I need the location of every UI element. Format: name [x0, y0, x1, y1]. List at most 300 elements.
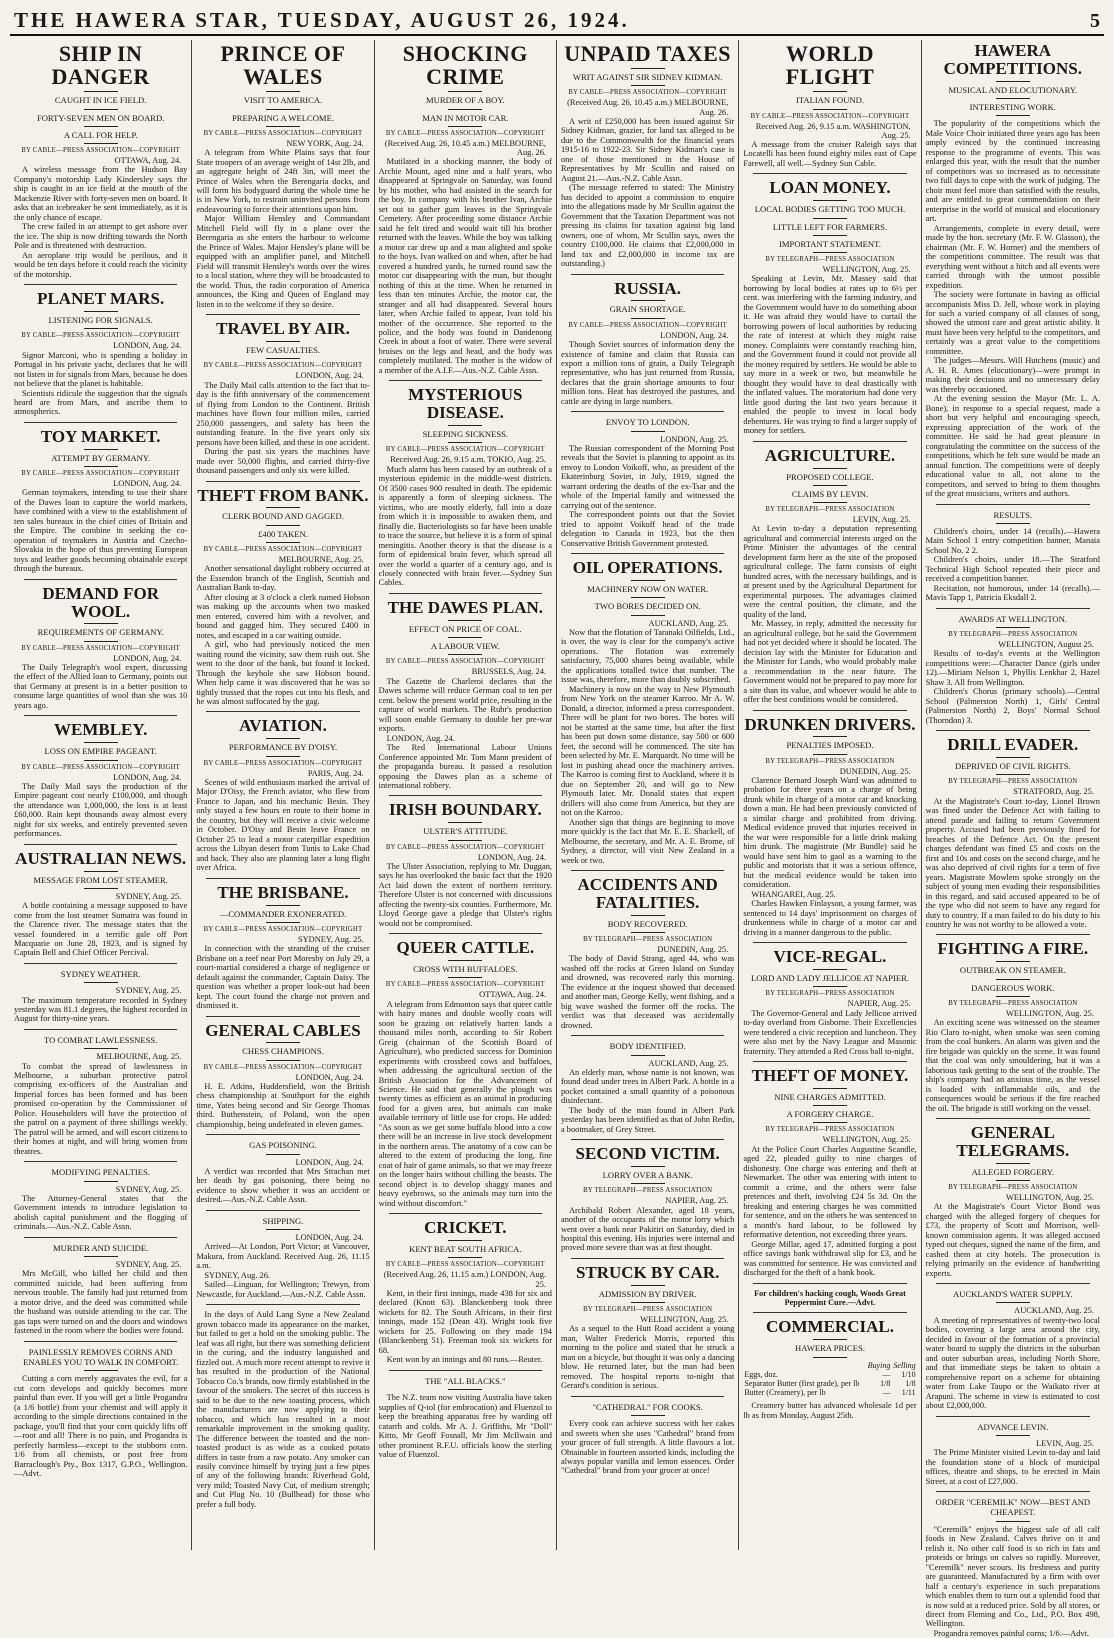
article-paragraph: Signor Marconi, who is spending a holiday in Portugal in his private yacht, declares that he will not listen in for signals from Mars, because he does not believe that the planet is habitable.: [14, 350, 188, 389]
price-row: [743, 1379, 916, 1388]
subheading-rule: [996, 627, 1030, 628]
headline-rule: [631, 1285, 665, 1286]
headline-rule: [996, 1163, 1030, 1164]
price-value: 1/8: [905, 1378, 916, 1388]
subheading-rule: [813, 1122, 847, 1123]
article-headline: HAWERA COMPETITIONS.: [943, 41, 1082, 78]
article-paragraph: Charles Hawken Finlayson, a young farmer, was sentenced to 14 days' imprisonment on charges of drunkenness while in charge of a motor car and driving in a manner dangerous to the public.: [743, 899, 917, 937]
article: [14, 579, 187, 711]
dateline: SYDNEY, Aug. 25.: [115, 891, 182, 901]
article-subheading: KENT BEAT SOUTH AFRICA.: [409, 1244, 522, 1255]
price-value: —: [882, 1388, 891, 1398]
article-subheading: LOCAL BODIES GETTING TOO MUCH.: [754, 204, 906, 215]
dateline: OTTAWA, Aug. 24.: [479, 990, 546, 1000]
subheading-rule: [631, 1055, 665, 1056]
article-headline: PRINCE OF WALES: [220, 41, 346, 90]
dateline: Received Aug. 26, 9.15 a.m. TOKIO, Aug. 25.: [390, 455, 546, 465]
dateline: AUCKLAND, Aug. 25.: [1014, 1306, 1094, 1316]
subheading-rule: [266, 109, 300, 110]
article-paragraph: During the past six years the machines have made over 50,000 flights, and carried thirty-five thousand passengers and only six were killed.: [196, 447, 370, 476]
article: [926, 1416, 1100, 1486]
article-separator: [753, 1283, 906, 1284]
headline-rule: [266, 91, 300, 92]
subheading-rule: [448, 637, 482, 638]
article-separator: [753, 173, 906, 174]
subheading-rule: [84, 328, 118, 329]
subheading-rule: [996, 1435, 1030, 1436]
article-subheading: ENVOY TO LONDON.: [605, 417, 690, 428]
article: [14, 284, 187, 417]
subheading-rule: [813, 1105, 847, 1106]
headline-rule: [448, 1240, 482, 1241]
article-paragraph: The judges—Messrs. Will Hutchens (music) and A. H. R. Ames (elocutionary)—were prompt in making their decisions and no unnecessary delay was thereby occasioned.: [925, 356, 1100, 394]
article-separator: [753, 1061, 906, 1062]
dateline: LEVIN, Aug. 25.: [1036, 1438, 1094, 1448]
article-headline: THE DAWES PLAN.: [387, 597, 544, 617]
press-credit: BY CABLE—PRESS ASSOCIATION—COPYRIGHT: [203, 129, 363, 137]
price-value: 1/8: [880, 1378, 891, 1388]
article-paragraph: Sailed—Linguan, for Wellington; Trewyn, from Newcastle, for Auckland.—Aus.-N.Z. Cable Assn.: [196, 1280, 370, 1299]
article: [379, 1213, 552, 1365]
press-credit: BY TELEGRAPH—PRESS ASSOCIATION: [948, 631, 1078, 639]
press-credit: BY TELEGRAPH—PRESS ASSOCIATION: [948, 999, 1078, 1007]
article-subheading: A CALL FOR HELP.: [63, 129, 138, 140]
subheading-rule: [266, 1154, 300, 1155]
article-separator: [571, 274, 724, 275]
article-paragraph: The Daily Telegraph's wool expert, discussing the effect of the Allied loan to Germany, points out that Germany at present is in a better position to consume large quantities of wool than she was 10 years ago.: [14, 662, 188, 710]
dateline: LONDON, Aug. 25.: [660, 434, 729, 444]
article-subheading: PAINLESSLY REMOVES CORNS AND ENABLES YOU TO WALK IN COMFORT.: [23, 1346, 179, 1368]
article-paragraph: The society were fortunate in having as official accompanists Miss D. Jell, whose work in playing for such a varied company of all classes of song, showed the utmost care and great artistic ability. It must have been very helpful to the competitors, and certainly was a great value to the competitions committee.: [925, 290, 1100, 356]
press-credit: BY TELEGRAPH—PRESS ASSOCIATION: [765, 506, 895, 514]
article-separator: [24, 422, 177, 423]
article-headline: COMMERCIAL.: [765, 1317, 894, 1337]
article-subheading: A FORGERY CHARGE.: [786, 1109, 874, 1120]
article-separator: [389, 1213, 542, 1214]
dateline: NEW YORK, Aug. 24.: [286, 138, 364, 148]
subheading-rule: [813, 485, 847, 486]
article-paragraph: A wireless message from the Hudson Bay Company's motorship Lady Kindersley says the ship is caught in an ice field at the mouth of the Mackenzie River with forty-seven men on board. It asks that an icebreaker be sent immediately, as it is the only chance of escape.: [14, 165, 188, 222]
dateline: WELLINGTON, Aug. 25.: [822, 265, 911, 275]
article-paragraph: Recitation, not humorous, under 14 (recalls).—Mavis Tapp 1, Patricia Eksdall 2.: [925, 583, 1100, 603]
dateline: NAPIER, Aug. 25.: [665, 1196, 729, 1206]
article-subheading: LORRY OVER A BANK.: [602, 1169, 693, 1180]
article-paragraph: A meeting of representatives of twenty-two local bodies, covering a large area around the city, decided in favour of the formation of a provincial water board to supply the districts in the suburban and outer suburban areas, including North Shore, and that immediate steps be taken to obtain a comprehensive report on a scheme for obtaining water from Lake Taupo or the Waikato river at Arapuni. The scheme in view is estimated to cost about £2,000,000.: [925, 1315, 1100, 1411]
article: [743, 1283, 916, 1308]
subheading-rule: [996, 523, 1030, 524]
article-subheading: FORTY-SEVEN MEN ON BOARD.: [36, 112, 165, 123]
article: [196, 711, 369, 872]
article-headline: THE BRISBANE.: [217, 882, 349, 902]
headline-rule: [84, 449, 118, 450]
article-subheading: NINE CHARGES ADMITTED.: [774, 1091, 886, 1102]
dateline: (Received Aug. 26, 11.15 a.m.) LONDON, Aug. 25.: [383, 1270, 546, 1289]
subheading-rule: [448, 126, 482, 127]
article-subheading: MODIFYING PENALTIES.: [51, 1167, 150, 1178]
article-separator: [936, 934, 1090, 935]
article-separator: [936, 1416, 1090, 1417]
article-paragraph: In the days of Auld Lang Syne a New Zealand grown tobacco made its appearance on the market, but failed to get a hold on the smoking public. The leaf was all right, but there was something deficient in the curing, and the industry languished and fizzled out. A much more recent attempt to revive it has resulted in the production of the National Tobacco Co.'s brands, now firmly established in the favour of the smokers. The secret of this success is said to be due to the new toasting process, which the manufacturers are now applying to their tobacco, and which has resulted in a most remarkable improvement in the smoking quality. The difference between the toasted and the non-toasted product is as wide as a cooked potato differs in taste from a raw potato. Any smoker can easily convince himself by trying just a few pipes of any of the following brands: Riverhead Gold, very mild; Toasted Navy Cut, of medium strength; and Cut Plug No. 10 (Bullhead) for those who prefer a full body.: [196, 1310, 370, 1509]
article-headline: AGRICULTURE.: [764, 445, 896, 465]
article: [14, 422, 187, 574]
headline-rule: [631, 300, 665, 301]
article-subheading: MURDER OF A BOY.: [426, 95, 505, 106]
article-paragraph: The Prime Minister visited Levin to-day and laid the foundation stone of a block of municipal offices, theatre and shops, to be erected in Main Street, at a cost of £27,000.: [925, 1448, 1100, 1486]
article-paragraph: The Daily Mail calls attention to the fact that to-day is the fifth anniversary of the commencement of flying from London to the Continent. British machines have flown four million miles, carried 250,000 passengers, and safety has been the outstanding feature. In the five years only six persons have been killed, and these in one accident.: [196, 380, 370, 447]
dateline: LONDON, Aug. 24.: [295, 1233, 364, 1243]
subheading-rule: [84, 1048, 118, 1049]
article: [14, 1161, 187, 1231]
article-separator: [571, 870, 724, 871]
press-credit: BY CABLE—PRESS ASSOCIATION—COPYRIGHT: [750, 112, 910, 120]
article: [561, 411, 734, 548]
subheading-rule: [813, 986, 847, 987]
article: [379, 380, 552, 588]
article-paragraph: Another sensational daylight robbery occurred at the Essendon branch of the English, Scottish and Australian Bank to-day.: [196, 564, 370, 593]
article: [561, 1035, 734, 1134]
article-paragraph: A telegram from White Plains says that four State troopers of an average weight of 14st 2lb, and an aggregate height of 24ft 3in, will meet the Prince of Wales when the Berengaria docks, and will form his bodyguard during the whole time he is in New York, to restrain uninvited persons from endeavouring to force their attentions upon him.: [196, 148, 370, 214]
article-paragraph: Much alarm has been caused by an outbreak of a mysterious epidemic in the middle-west districts. Of 3500 cases 900 resulted in death. The epidemic is apparently a form of sleeping sickness. The victims, who are mostly elderly, fall into a doze from which it is impossible to awaken them, and finally die. Bacteriologists so far have been unable to trace the source, but believe it is a form of spinal meningitis. Another theory is that the disease is a form of epidemical brain fever, which spread all over the world a quarter of a century ago, and is closely connected with brain fever.—Sydney Sun Cables.: [378, 464, 552, 588]
subheading-rule: [996, 979, 1030, 980]
dateline: LEVIN, Aug. 25.: [852, 515, 911, 525]
article-paragraph: Scientists ridicule the suggestion that the signals heard are from Mars, and ascribe them to atmospherics.: [14, 388, 188, 417]
press-credit: BY TELEGRAPH—PRESS ASSOCIATION: [765, 990, 895, 998]
headline-rule: [813, 736, 847, 737]
dateline: LONDON, Aug. 24.: [295, 1072, 364, 1082]
dateline: WELLINGTON, August 25.: [998, 640, 1094, 650]
price-column-header: Selling: [893, 1360, 916, 1370]
article-subheading: "CATHEDRAL" FOR COOKS.: [592, 1401, 703, 1412]
masthead-title: THE HAWERA STAR, TUESDAY, AUGUST 26, 1924.: [14, 8, 630, 32]
headline-rule: [813, 91, 847, 92]
press-credit: BY TELEGRAPH—PRESS ASSOCIATION: [583, 936, 713, 944]
article-subheading: PERFORMANCE BY D'OISY.: [228, 742, 338, 753]
dateline: WELLINGTON, Aug. 25.: [822, 1135, 911, 1145]
article-subheading: AUCKLAND'S WATER SUPPLY.: [953, 1289, 1073, 1300]
article-separator: [206, 1016, 359, 1017]
subheading-rule: [448, 654, 482, 655]
article-subheading: LISTENING FOR SIGNALS.: [48, 315, 153, 326]
headline-rule: [813, 200, 847, 201]
article-headline: VICE-REGAL.: [773, 947, 887, 967]
article-paragraph: The Daily Mail says the production of the Empire pageant cost nearly £100,000, and though the attendance was 1,000,000, the loss is at least £60,000. Rain kept thousands away almost every night for six weeks, and entirely prevented seven performances.: [14, 781, 188, 839]
article-headline: STRUCK BY CAR.: [575, 1262, 720, 1282]
article-paragraph: An elderly man, whose name is not known, was found dead under trees in Albert Park. A bottle in a pocket contained a small quantity of a poisonous disinfectant.: [560, 1067, 735, 1106]
subheading-rule: [996, 98, 1030, 99]
subheading-rule: [448, 1257, 482, 1258]
price-row: [743, 1370, 916, 1379]
press-credit: BY CABLE—PRESS ASSOCIATION—COPYRIGHT: [385, 658, 545, 666]
article-subheading: LORD AND LADY JELLICOE AT NAPIER.: [750, 973, 909, 984]
price-label-header: [743, 1361, 865, 1370]
page-number: 5: [1090, 10, 1100, 32]
subheading-rule: [996, 774, 1030, 775]
headline-rule: [448, 620, 482, 621]
article-subheading: VISIT TO AMERICA.: [243, 95, 323, 106]
article-paragraph: At the Police Court Charles Augustine Scandle, aged 22, pleaded guilty to nine charges of dishonesty. One charge was entering and theft at Newmarket. The other was entering with intent to commit a crime, and the others were false pretences and theft, involving £24 5s 3d. On the breaking and entering charges he was committed for sentence, and on the others he was sentenced to a month's hard labour, to be followed by reformative detention, not exceeding three years.: [743, 1144, 917, 1240]
dateline: LONDON, Aug. 24.: [113, 341, 182, 351]
subheading-rule: [813, 502, 847, 503]
column-5: [739, 40, 921, 1550]
dateline: PARIS, Aug. 24.: [307, 768, 364, 778]
article-paragraph: At Levin to-day a deputation representing agricultural and commercial interests urged on the Prime Minister the advantages of the central development farm here as the site of the proposed agricultural college. The farm consists of eight hundred acres, with the necessary buildings, and is at present used by the Agricultural Department for experimental purposes. The advantages claimed were the central position, the climate, and the quality of the land.: [743, 524, 917, 619]
article-subheading: CHESS CHAMPIONS.: [242, 1046, 324, 1057]
article-subheading: ADMISSION BY DRIVER.: [598, 1288, 697, 1299]
dateline: AUCKLAND, Aug. 25.: [648, 618, 729, 628]
article-headline: FIGHTING A FIRE.: [937, 939, 1089, 959]
subheading-rule: [84, 109, 118, 110]
article-paragraph: A girl, who had previously noticed the men waiting round the vicinity, saw them rush out. She went to the door of the bank, but found it locked. Through the keyhole she saw Hobson bound. When help came it was discovered that he was so tightly trussed that the ropes cut into his flesh, and he was almost suffocated by the gag.: [196, 640, 370, 706]
article-subheading: RESULTS.: [993, 509, 1033, 520]
article-paragraph: The Attorney-General states that the Government intends to introduce legislation to abolish capital punishment and the flogging of criminals.—Aus.-N.Z. Cable Assn.: [14, 1193, 188, 1232]
article: [743, 1061, 916, 1277]
article: [743, 942, 916, 1056]
price-note: Creamery butter has advanced wholesale 1d per lb as from Monday, August 25th.: [743, 1401, 917, 1420]
press-credit: BY CABLE—PRESS ASSOCIATION—COPYRIGHT: [21, 644, 181, 652]
article-headline: GENERAL CABLES: [205, 1020, 361, 1040]
headline-rule: [996, 81, 1030, 82]
article-subheading: CAUGHT IN ICE FIELD.: [54, 95, 147, 106]
press-credit: BY TELEGRAPH—PRESS ASSOCIATION: [765, 757, 895, 765]
press-credit: BY CABLE—PRESS ASSOCIATION—COPYRIGHT: [203, 759, 363, 767]
article: [926, 934, 1100, 1113]
subheading-rule: [84, 1370, 118, 1371]
article: [561, 42, 734, 269]
article-separator: [206, 711, 359, 712]
article: [561, 553, 734, 865]
column-1: [10, 40, 192, 1550]
press-credit: BY CABLE—PRESS ASSOCIATION—COPYRIGHT: [385, 129, 545, 137]
column-3: [375, 40, 557, 1550]
article-subheading: £400 TAKEN.: [258, 528, 308, 539]
article-subheading: HAWERA PRICES.: [794, 1343, 865, 1354]
article-headline: SECOND VICTIM.: [575, 1144, 720, 1164]
article-separator: [206, 1134, 359, 1135]
article-paragraph: A telegram from Edmonton says that queer cattle with hairy manes and double woolly coats will soon be grazing on relatively barren lands a thousand miles north, according to Sir Robert Greig (chairman of the Scottish Board of Agriculture), who predicted success for Dominion experiments with crossbred cows and buffaloes, when addressing the agricultural section of the British Association for the Advancement of Science. He said that generally the plough was twenty times as efficient as an animal in producing food for a given area, but animals can make available territory of little use for crops. He added: "As soon as we get some buffalo blood into a cow there will be an increase in live stock development in the northern areas. The anatomy of a cow can be altered to the extent of producing the long, fine coat of hair of game animals, so that we may freeze on the longer hairs without chilling the beasts. The second object is to develop shaggy manes and heavy eyebrows, so the animals may turn into the wind without discomfort.": [378, 999, 552, 1208]
subheading-rule: [84, 982, 118, 983]
subheading-rule: [631, 318, 665, 319]
article-paragraph: Children's Chorus (primary schools).—Central School (Palmerston North) 1, Girls' Central (Palmerston North) 2, Boys' Normal School (Thorndon) 3.: [925, 687, 1100, 725]
article-paragraph: The N.Z. team now visiting Australia have taken supplies of Q-tol (for embrocation) and Fluenzol to keep the breathing apparatus free by warding off catarrh and colds. Mr A. J. Griffiths, Mr "Doll" Kitto, Mr Geoff Fosnall, Mr Jim McIlwain and other prominent R.F.U. officials know the sterling value of Fluenzol.: [378, 1393, 552, 1460]
subheading-rule: [448, 109, 482, 110]
dateline: DUNEDIN, Aug. 25.: [839, 766, 911, 776]
article-paragraph: The body of the man found in Albert Park yesterday has been identified as that of John Redin, a bootmaker, of Grey Street.: [560, 1105, 735, 1134]
article-separator: [389, 593, 542, 594]
article-separator: [753, 1312, 906, 1313]
subheading-rule: [84, 466, 118, 467]
article: [196, 878, 369, 1011]
article: [14, 715, 187, 838]
article-paragraph: Children's choirs, under 18.—The Stratford Technical High School repeated their piece and received a competition banner.: [925, 555, 1100, 584]
article: [926, 1491, 1100, 1638]
masthead: [10, 8, 1104, 36]
article: [14, 42, 187, 279]
headline-rule: [266, 738, 300, 739]
article-paragraph: The Russian correspondent of the Morning Post reveals that the Soviet is planning to appoint as its envoy to London Voikoff, who, as president of the Ekaterinburg Soviet, in July, 1919, signed the warrant ordering the deaths of the ex-Tsar and the whole of the Imperial family and witnessed the carrying out of the sentence.: [560, 443, 735, 510]
article-paragraph: Kent, in their first innings, made 438 for six and declared (Knott 63). Blanckenberg took three wickets for 82. The South Africans, in their first innings, made 152 (Dean 43). Wright took five wickets for 25. Following on they made 194 (Blanckenberg 51). Freeman took six wickets for 68.: [378, 1288, 552, 1355]
press-credit: BY CABLE—PRESS ASSOCIATION—COPYRIGHT: [385, 446, 545, 454]
headline-rule: [996, 757, 1030, 758]
dateline: SYDNEY, Aug. 25.: [115, 986, 182, 996]
headline-rule: [84, 311, 118, 312]
article-subheading: IMPORTANT STATEMENT.: [779, 238, 881, 249]
subheading-rule: [448, 1389, 482, 1390]
article-paragraph: The correspondent points out that the Soviet tried to appoint Voikoff head of the trade delegation to Canada in 1923, but the then Conservative British Government protested.: [560, 510, 735, 548]
subheading-rule: [631, 85, 665, 86]
article-paragraph: A bottle containing a message supposed to have come from the lost steamer Sumatra was found in the Clarence river. The message states that the vessel foundered in a terrific gale off Port Macquarie on June 28, 1923, and is signed by Captain Bell and Chief Officer Percival.: [14, 901, 188, 958]
article: [379, 1370, 552, 1460]
article-subheading: ALLEGED FORGERY.: [971, 1166, 1055, 1177]
article: [14, 844, 187, 958]
article-separator: [206, 1304, 359, 1305]
article-separator: [389, 1370, 542, 1371]
article-subheading: DANGEROUS WORK.: [971, 982, 1055, 993]
article-separator: [24, 1161, 177, 1162]
subheading-rule: [84, 760, 118, 761]
article-subheading: PREPARING A WELCOME.: [232, 112, 334, 123]
headline-rule: [813, 1339, 847, 1340]
press-credit: BY CABLE—PRESS ASSOCIATION—COPYRIGHT: [21, 763, 181, 771]
article-separator: [24, 579, 177, 580]
article-headline: UNPAID TAXES: [564, 41, 732, 66]
article-subheading: OUTBREAK ON STEAMER.: [959, 965, 1066, 976]
article-paragraph: H. E. Atkins, Huddersfield, won the British chess championship at Southport for the eighth time, Yates being second and Sir George Thomas third. Buthenstein, of Poland, won the open championship, being undefeated in eleven games.: [196, 1081, 370, 1129]
press-credit: BY CABLE—PRESS ASSOCIATION—COPYRIGHT: [568, 321, 728, 329]
article-headline: DRUNKEN DRIVERS.: [744, 714, 916, 734]
article-paragraph: LONDON, Aug. 24.: [386, 733, 455, 743]
headline-rule: [266, 1042, 300, 1043]
subheading-rule: [266, 756, 300, 757]
subheading-rule: [813, 235, 847, 236]
article-separator: [936, 1118, 1090, 1119]
headline-rule: [631, 915, 665, 916]
article-paragraph: Major William Hensley and Commandant Mitchell Field will fly in a plane over the Berengaria as she enters the harbour to welcome the Prince of Wales. Major Hensley's plane will be equipped with an amplifier panel, and Mitchell Field will transmit Hensley's words over the wires to a local station, where they will be broadcasted to the world. Thus, the radio corporation of America announces, the King and Queen of England may listen in to the welcome if they so desire.: [196, 214, 370, 309]
article-headline: WEMBLEY.: [53, 720, 148, 740]
article-paragraph: Results of to-day's events at the Wellington competitions were:—Character Dance (girls under 12).—Miriam Nelson 1, Phyllis Lenkhar 2, Hazel Shaw 3. All from Wellington.: [925, 649, 1100, 687]
article-paragraph: The Gazette de Charleroi declares that the Dawes scheme will reduce German coal to ten per cent. below the present world price, resulting in the capture of world markets. The Ruhr's production will soon enable Germany to double her pre-war exports.: [378, 676, 552, 734]
article-separator: [936, 730, 1090, 731]
subheading-rule: [996, 1180, 1030, 1181]
dateline: NAPIER, Aug. 25.: [847, 999, 911, 1009]
article-paragraph: Mrs McGill, who killed her child and then committed suicide, had been suffering from nervous trouble. The family had just returned from a motor drive, and the deed was committed while the husband was outside attending to the car. The gas taps were turned on and the doors and windows fastened in the room where the bodies were found.: [14, 1269, 188, 1336]
price-item: Butter (Creamery), per lb: [744, 1388, 826, 1398]
article-paragraph: Mutilated in a shocking manner, the body of Archie Mount, aged nine and a half years, who disappeared at Springvale on Saturday, was found by his mother, who had assisted in the search for the boy. In company with his brother Ivan, Archie set out to gather gum leaves in the Springvale Cemetery. After proceeding some distance Archie said he felt tired and would wait till his brother returned with the leaves. While the boy was talking a motor car drew up and a man alighted and spoke to the boys. Ivan walked on and when, after he had covered a hundred yards, he turned round saw the motor car disappearing with the man, but thought nothing of this at the time. When he returned in less than ten minutes Archie, the motor car, the stranger and all had disappeared. Several hours later, when Archie failed to appear, Ivan told his mother of the occurrence. She reported to the police, and the body was found in Dandenong Creek in about a foot of water. There were several bruises on the legs and head, and the body was completely mutilated. The mother is the widow of a member of the A.I.F.—Aus.-N.Z. Cable Assn.: [378, 157, 552, 375]
article: [379, 593, 552, 791]
dateline: BRUSSELS, Aug. 24.: [471, 667, 546, 677]
press-credit: BY CABLE—PRESS ASSOCIATION—COPYRIGHT: [203, 925, 363, 933]
article-paragraph: To combat the spread of lawlessness in Melbourne, a suburban protective patrol comprising ex-officers of the Australian and Imperial forces has been formed and has been promised co-operation by the Commissioner of Police. Householders will have the protection of the patrol on a payment of three shillings weekly. The patrol will be armed, and will escort citizens to their homes at night, and will bring women from theatres.: [14, 1061, 188, 1156]
article-paragraph: The Red International Labour Unions Conference appointed Mr. Tom Mann president of the propaganda bureau. It passed a resolution opposing the Dawes plan as a scheme of international robbery.: [378, 743, 552, 790]
article-subheading: ATTEMPT BY GERMANY.: [51, 452, 151, 463]
column-4: [557, 40, 739, 1550]
headline-rule: [266, 341, 300, 342]
headline-rule: [448, 425, 482, 426]
headline-rule: [448, 960, 482, 961]
article-subheading: PROPOSED COLLEGE.: [786, 471, 874, 482]
article-paragraph: Mr. Massey, in reply, admitted the necessity for an agricultural college, but he said the Government had not yet decided where it should be located. The decision lay with the Minister for Education and the Minister for Lands, who would probably make a recommendation in the near future. The Government would not be prepared to pay more for a site than its value, and whoever would be able to offer the best conditions would be considered.: [743, 619, 917, 705]
article-subheading: LITTLE LEFT FOR FARMERS.: [772, 221, 888, 232]
article-separator: [936, 1283, 1090, 1284]
price-column-header: Buying: [867, 1360, 891, 1370]
article-subheading: CLERK BOUND AND GAGGED.: [222, 511, 344, 522]
article-headline: DRILL EVADER.: [947, 735, 1079, 755]
subheading-rule: [631, 1415, 665, 1416]
article-paragraph: A message from the cruiser Raleigh says that Locatelli has been found eighty miles east of Cape Farewell, all well.—Sydney Sun Cable.: [743, 139, 917, 168]
subheading-rule: [266, 1060, 300, 1061]
article-separator: [753, 942, 906, 943]
press-credit: BY CABLE—PRESS ASSOCIATION—COPYRIGHT: [21, 470, 181, 478]
price-row: [743, 1388, 916, 1397]
subheading-rule: [813, 1357, 847, 1358]
subheading-rule: [996, 1302, 1030, 1303]
subheading-rule: [631, 431, 665, 432]
subheading-rule: [631, 1183, 665, 1184]
article-subheading: MUSICAL AND ELOCUTIONARY.: [948, 84, 1078, 95]
press-credit: BY TELEGRAPH—PRESS ASSOCIATION: [765, 1126, 895, 1134]
subheading-rule: [84, 126, 118, 127]
headline-rule: [631, 1166, 665, 1167]
headline-rule: [813, 468, 847, 469]
article: [196, 481, 369, 707]
price-item: Eggs, doz.: [744, 1369, 778, 1379]
article-separator: [571, 1258, 724, 1259]
article: [561, 1396, 734, 1476]
article-separator: [24, 284, 177, 285]
subheading-rule: [84, 1256, 118, 1257]
article-paragraph: Arrangements, complete in every detail, were made by the hon. secretary (Mr. F. W. Glasson), the chairman (Mr. F. W. Horner) and the members of the competitions committee. The result was that everything went without a hitch and all events were carried through with the utmost possible expedition.: [925, 223, 1100, 290]
subheading-rule: [631, 932, 665, 933]
subheading-rule: [631, 615, 665, 616]
press-credit: BY CABLE—PRESS ASSOCIATION—COPYRIGHT: [21, 332, 181, 340]
dateline: LONDON, Aug. 24.: [660, 330, 729, 340]
dateline: Received Aug. 26, 9.15 a.m. WASHINGTON, Aug. 25.: [755, 121, 911, 140]
subheading-rule: [266, 126, 300, 127]
article-paragraph: Cutting a corn merely aggravates the evil, for a cut corn develops and quickly becomes more painful than ever. If you will get a little Progandra (a 1/6 bottle) from your chemist and will apply it according to the simple directions contained in the package, you'll find that your corn quickly lifts off—root and all! There is no pain, and Progandra is perfectly harmless—except to the stubborn corn. 1/6 from all chemists, or post free from Barraclough's Pty., Box 1317, G.P.O., Wellington.—Advt.: [14, 1374, 188, 1479]
article: [561, 1139, 734, 1253]
article-subheading: MESSAGE FROM LOST STEAMER.: [33, 874, 168, 885]
headline-rule: [631, 580, 665, 581]
article-paragraph: Arrived—At London, Port Victor; at Vancouver, Makura, from Auckland. Received Aug. 26, 11.15 a.m.: [196, 1242, 370, 1271]
dateline: LONDON, Aug. 24.: [113, 653, 182, 663]
subheading-rule: [813, 109, 847, 110]
headline-rule: [448, 91, 482, 92]
article: [196, 1304, 369, 1509]
dateline: MELBOURNE, Aug. 25.: [278, 554, 364, 564]
headline-rule: [84, 871, 118, 872]
article-separator: [24, 963, 177, 964]
article-paragraph: Clarence Bernard Joseph Ward was admitted to probation for three years on a charge of being drunk while in charge of a motor car and knocking down a man. He had been previously convicted of a similar charge and prohibited from driving. Medical evidence proved that injuries received in the war were responsible for a little drink making him drunk. The magistrate (Mr Bundle) said he would have sent him to gaol as a warning to the public and motorists that it was a serious offence, but the medical evidence would be taken into consideration.: [743, 775, 917, 890]
article-paragraph: A writ of £250,000 has been issued against Sir Sidney Kidman, grazier, for land tax alleged to be due to the Commonwealth for the financial years 1915-16 to 1922-23. Sir Sidney Kidman's case is one of those mentioned in the House of Representatives by Mr Scullin and raised on August 21.—Aus.-N.Z. Cable Assn.: [560, 116, 735, 183]
article-headline: WORLD FLIGHT: [785, 41, 875, 90]
article-subheading: REQUIREMENTS OF GERMANY.: [37, 627, 164, 638]
article-headline: CRICKET.: [424, 1218, 507, 1238]
article-paragraph: WHANGAREI, Aug. 25.: [751, 889, 836, 899]
article: [743, 42, 916, 168]
article-paragraph: Progandra removes painful corns; 1/6.—Advt.: [933, 1628, 1090, 1638]
article-separator: [753, 441, 906, 442]
article-subheading: ADVANCE LEVIN.: [977, 1421, 1049, 1432]
headline-rule: [448, 822, 482, 823]
article: [561, 870, 734, 1030]
article-separator: [206, 1210, 359, 1211]
article-paragraph: The popularity of the competitions which the Male Voice Choir initiated three years ago has been amply evinced by the continued increasing response to the programme of events. This was enlarged this year, with the result that the number of competitors was so increased as to necessitate two full days to cope with the work of judging. The choir must feel more than satisfied with the results, and are entitled to great commendation on their enterprise in the world of musical and elocutionary art.: [925, 119, 1100, 224]
article-paragraph: Every cook can achieve success with her cakes and sweets when she uses "Cathedral" brand from your grocer of full strength. A little flavours a lot. Obtainable in fourteen assorted kinds, including the always popular vanilla and lemon essences. Order "Cathedral" brand from your grocer at once!: [560, 1419, 735, 1476]
article-paragraph: As a sequel to the Hutt Road accident a young man, Walter Frederick Morris, reported this morning to the police and stated that he struck a man on a bicycle, but thought it was only a dancing blow. He returned later, but the man had been removed. The hospital reports to-night that Gerard's condition is serious.: [560, 1324, 735, 1391]
dateline: WELLINGTON, Aug. 25.: [1005, 1193, 1094, 1203]
article-subheading: BODY IDENTIFIED.: [609, 1041, 686, 1052]
subheading-rule: [631, 597, 665, 598]
column-2: [192, 40, 374, 1550]
